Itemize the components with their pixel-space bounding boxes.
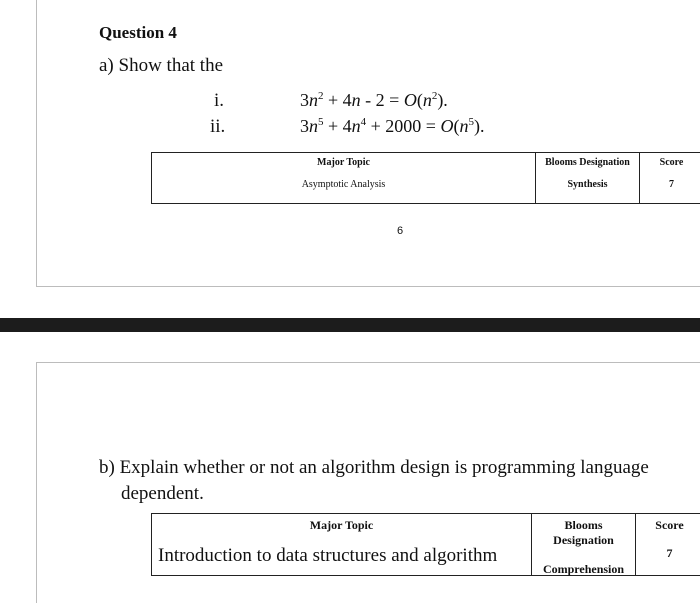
major-topic-value: Introduction to data structures and algorithm <box>158 545 498 566</box>
document-page-2 <box>0 332 700 603</box>
part-b-line-1: b) Explain whether or not an algorithm design is programming language <box>99 457 649 478</box>
blooms-designation-cell <box>532 514 636 576</box>
page-margin-bottom <box>36 286 700 287</box>
score-header: Score <box>655 518 684 532</box>
score-value: 7 <box>669 179 674 190</box>
score-cell <box>636 514 700 576</box>
major-topic-header: Major Topic <box>309 518 374 532</box>
part-a-prompt: a) Show that the <box>99 55 224 76</box>
metadata-table-b <box>151 513 700 576</box>
blooms-designation-value: Synthesis <box>567 179 608 190</box>
score-value: 7 <box>666 546 673 560</box>
equation-1: $3n^2 + 4n - 2 = O(n^2)$. <box>300 90 448 110</box>
page-margin-left <box>36 362 37 603</box>
blooms-designation-value: Comprehension <box>542 562 625 576</box>
score-cell <box>640 153 700 204</box>
page-margin-top <box>36 362 700 363</box>
page-number: 6 <box>397 225 404 237</box>
blooms-designation-header: Blooms Designation <box>553 518 614 547</box>
major-topic-value: Asymptotic Analysis <box>301 179 386 190</box>
equation-2: $3n^5 + 4n^4 + 2000 = O(n^5)$. <box>300 116 485 136</box>
blooms-designation-header: Blooms Designation <box>545 157 630 168</box>
major-topic-cell <box>152 514 532 576</box>
metadata-table-a <box>151 152 700 204</box>
item-label-ii: ii. <box>210 116 226 137</box>
page-margin-left <box>36 0 37 287</box>
major-topic-header: Major Topic <box>317 157 370 168</box>
score-header: Score <box>659 157 684 168</box>
major-topic-cell <box>152 153 536 204</box>
item-label-i: i. <box>214 90 225 111</box>
part-b-line-2: dependent. <box>121 483 204 504</box>
question-title: Question 4 <box>99 23 177 42</box>
blooms-designation-cell <box>536 153 640 204</box>
